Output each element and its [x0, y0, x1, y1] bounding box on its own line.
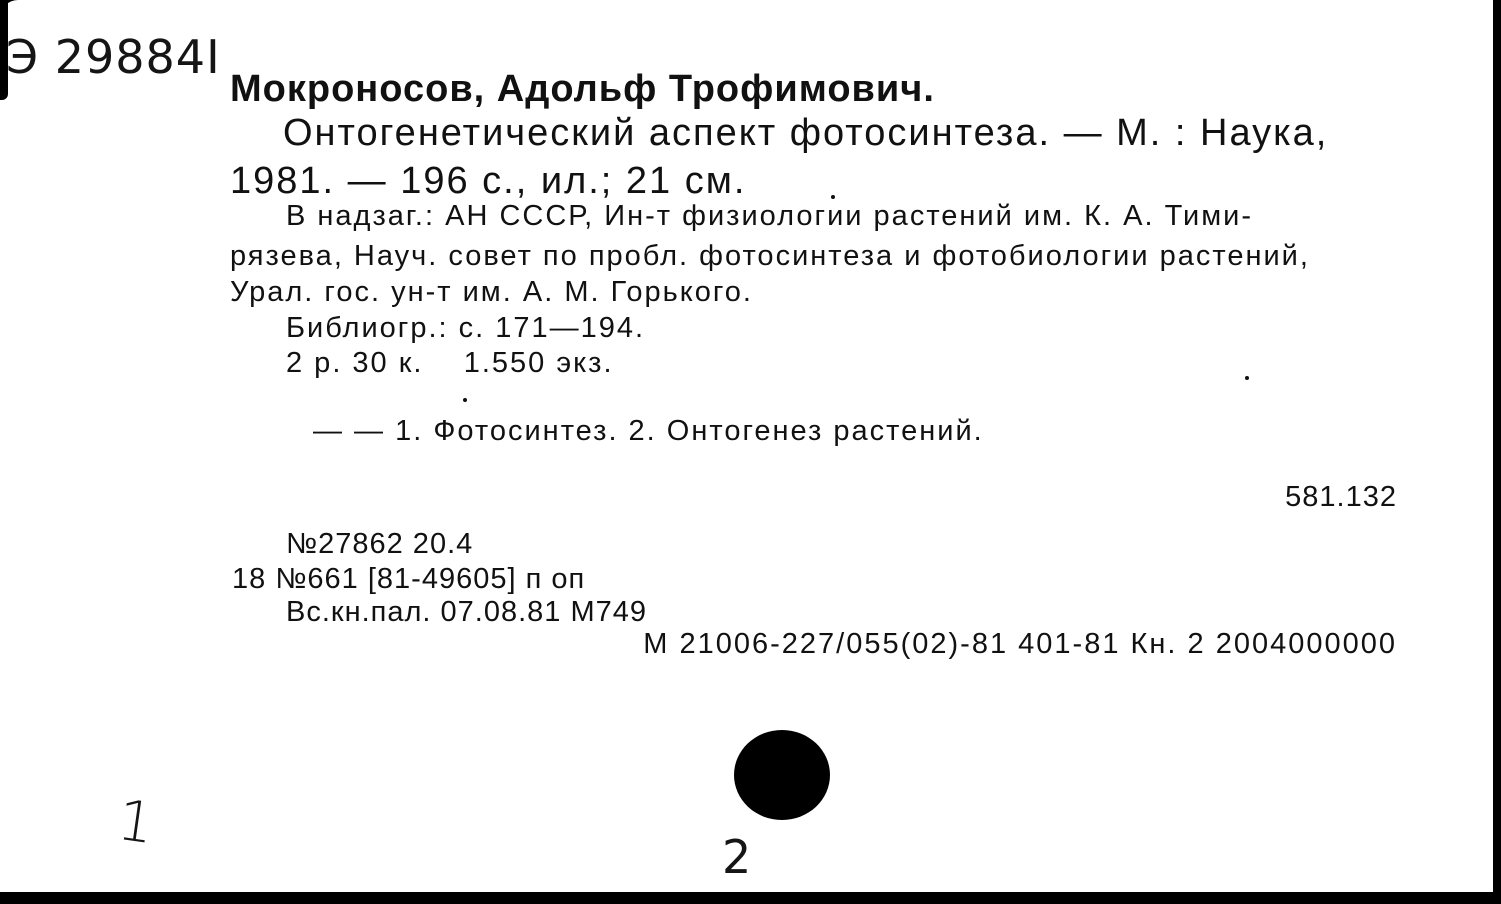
author-heading: Мокроносов, Адольф Трофимович. [230, 68, 935, 110]
punch-hole [734, 730, 830, 820]
title-line-2: 1981. — 196 с., ил.; 21 см. [230, 160, 747, 202]
record-line-2: 18 №661 [81-49605] п оп [232, 563, 586, 595]
udc-classification: 581.132 [1285, 481, 1397, 513]
record-line-1: №27862 20.4 [286, 528, 474, 560]
handwritten-mark-1: 1 [113, 787, 158, 858]
speck [1245, 376, 1249, 380]
bibliography-note: Библиогр.: с. 171—194. [286, 312, 646, 344]
title-line-1: Онтогенетический аспект фотосинтеза. — М. : Наука, [283, 112, 1329, 154]
handwritten-mark-2: 2 [722, 830, 752, 884]
note-line-3: Урал. гос. ун-т им. А. М. Горького. [230, 276, 753, 308]
call-number: Э 29884I [6, 30, 221, 84]
speck [831, 195, 835, 199]
record-line-4: М 21006-227/055(02)-81 401-81 Кн. 2 2004000000 [643, 628, 1397, 660]
price-and-print-run: 2 р. 30 к. 1.550 экз. [286, 347, 614, 379]
note-line-2: рязева, Науч. совет по пробл. фотосинтеза и фотобиологии растений, [230, 240, 1310, 272]
note-line-1: В надзаг.: АН СССР, Ин-т физиологии растений им. К. А. Тими- [286, 200, 1254, 232]
speck [463, 398, 467, 402]
record-line-3: Вс.кн.пал. 07.08.81 М749 [286, 596, 648, 628]
subject-headings: — — 1. Фотосинтез. 2. Онтогенез растений. [313, 415, 984, 447]
